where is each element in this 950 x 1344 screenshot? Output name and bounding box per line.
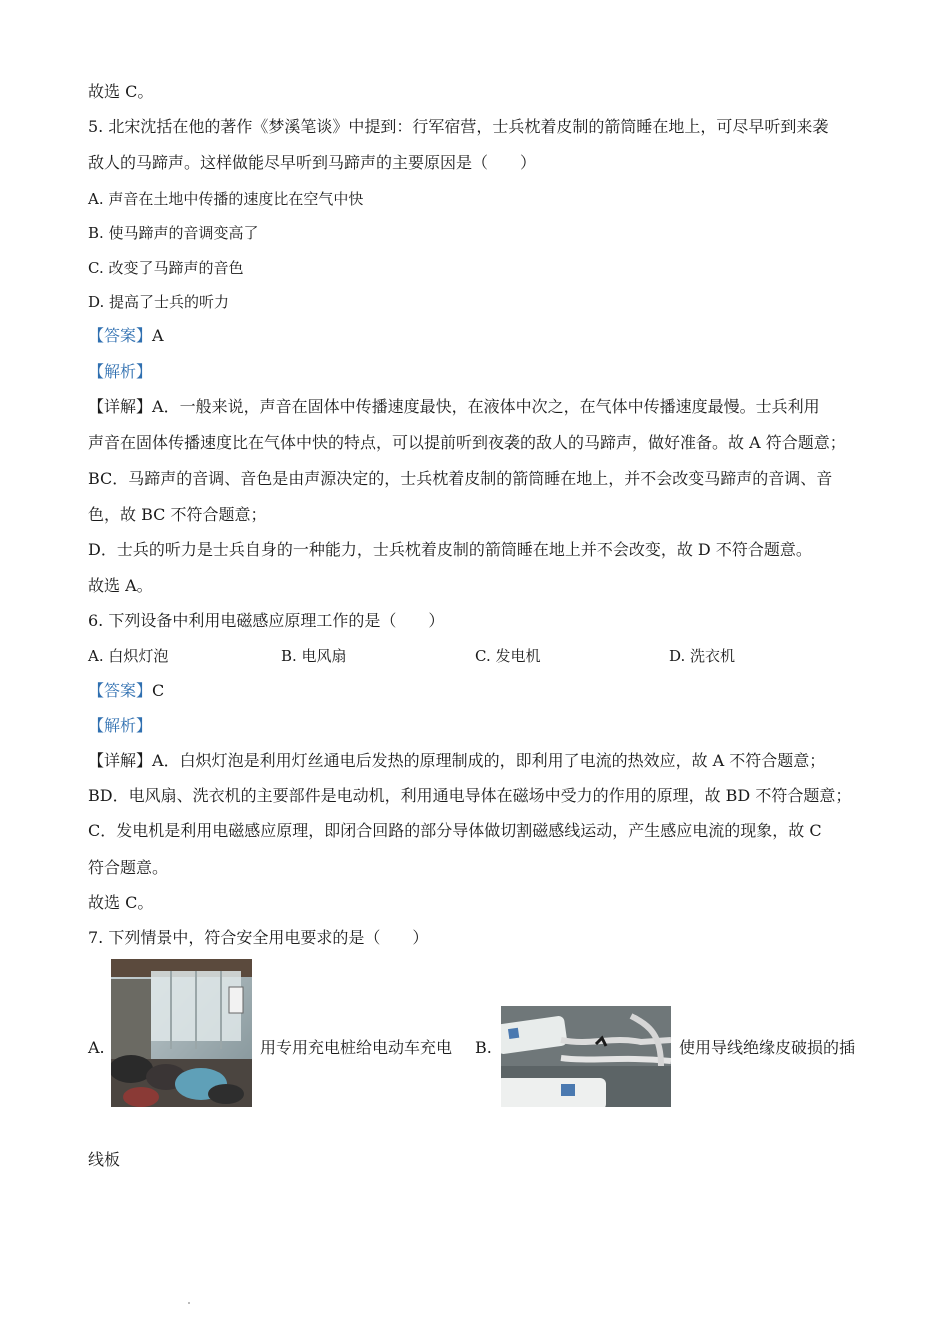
detail-text: 符合题意。 bbox=[88, 858, 169, 877]
answer-value: C bbox=[152, 681, 165, 700]
detail-text: A．一般来说，声音在固体中传播速度最快，在液体中次之，在气体中传播速度最慢。士兵利用 bbox=[152, 397, 820, 416]
option-d: D. 提高了士兵的听力 bbox=[88, 293, 230, 311]
analysis-line bbox=[88, 716, 152, 736]
conclusion-line: 故选 A。 bbox=[88, 576, 153, 595]
detail-text: D．士兵的听力是士兵自身的一种能力，士兵枕着皮制的箭筒睡在地上并不会改变，故 D 不符合题意。 bbox=[88, 540, 812, 559]
option-d: D. 洗衣机 bbox=[669, 647, 736, 665]
scan-dot bbox=[188, 1302, 190, 1304]
option-a-caption: 用专用充电桩给电动车充电 bbox=[260, 1038, 453, 1057]
answer-tag: 【答案】 bbox=[88, 681, 153, 700]
question-5-stem-cont: 敌人的马蹄声。这样做能尽早听到马蹄声的主要原因是（ ） bbox=[88, 153, 537, 172]
charging-station-photo bbox=[111, 959, 252, 1107]
option-b: B. 使马蹄声的音调变高了 bbox=[88, 224, 259, 242]
detail-text: A．白炽灯泡是利用灯丝通电后发热的原理制成的，即利用了电流的热效应，故 A 不符合题意； bbox=[152, 751, 826, 770]
analysis-tag: 【解析】 bbox=[88, 362, 153, 381]
option-a: A. 白炽灯泡 bbox=[88, 647, 169, 665]
question-7-stem: 7. 下列情景中，符合安全用电要求的是（ ） bbox=[88, 928, 429, 947]
answer-line bbox=[88, 681, 164, 701]
detail-line bbox=[88, 397, 820, 417]
option-b: B. 电风扇 bbox=[281, 647, 347, 665]
answer-line bbox=[88, 326, 164, 346]
option-b-label: B. bbox=[475, 1038, 492, 1057]
option-c: C. 发电机 bbox=[475, 647, 541, 665]
detail-text: 声音在固体传播速度比在气体中快的特点，可以提前听到夜袭的敌人的马蹄声，做好准备。故 A 符合题意； bbox=[88, 433, 846, 452]
analysis-tag: 【解析】 bbox=[88, 716, 153, 735]
option-c: C. 改变了马蹄声的音色 bbox=[88, 259, 244, 277]
question-6-stem: 6. 下列设备中利用电磁感应原理工作的是（ ） bbox=[88, 611, 445, 630]
question-5-stem: 5. 北宋沈括在他的著作《梦溪笔谈》中提到：行军宿营，士兵枕着皮制的箭筒睡在地上，可尽早听到来袭 bbox=[88, 117, 829, 136]
detail-text: C．发电机是利用电磁感应原理，即闭合回路的部分导体做切割磁感线运动，产生感应电流的现象，故 C bbox=[88, 821, 822, 840]
answer-value: A bbox=[152, 326, 164, 345]
detail-tag: 【详解】 bbox=[88, 397, 153, 416]
detail-text: BD．电风扇、洗衣机的主要部件是电动机，利用通电导体在磁场中受力的作用的原理，故 BD 不符合题意； bbox=[88, 786, 852, 805]
damaged-power-strip-photo bbox=[501, 1006, 671, 1107]
detail-text: 色，故 BC 不符合题意； bbox=[88, 505, 267, 524]
option-a: A. 声音在土地中传播的速度比在空气中快 bbox=[88, 190, 364, 208]
conclusion-line: 故选 C。 bbox=[88, 893, 154, 912]
option-b-caption-cont: 线板 bbox=[88, 1150, 121, 1169]
answer-tag: 【答案】 bbox=[88, 326, 153, 345]
option-a-label: A. bbox=[88, 1038, 105, 1057]
text-line: 故选 C。 bbox=[88, 82, 154, 101]
analysis-line bbox=[88, 362, 152, 382]
detail-tag: 【详解】 bbox=[88, 751, 153, 770]
detail-line bbox=[88, 751, 825, 771]
option-b-caption: 使用导线绝缘皮破损的插 bbox=[679, 1038, 856, 1057]
detail-text: BC．马蹄声的音调、音色是由声源决定的，士兵枕着皮制的箭筒睡在地上，并不会改变马蹄声的音调、音 bbox=[88, 469, 833, 488]
